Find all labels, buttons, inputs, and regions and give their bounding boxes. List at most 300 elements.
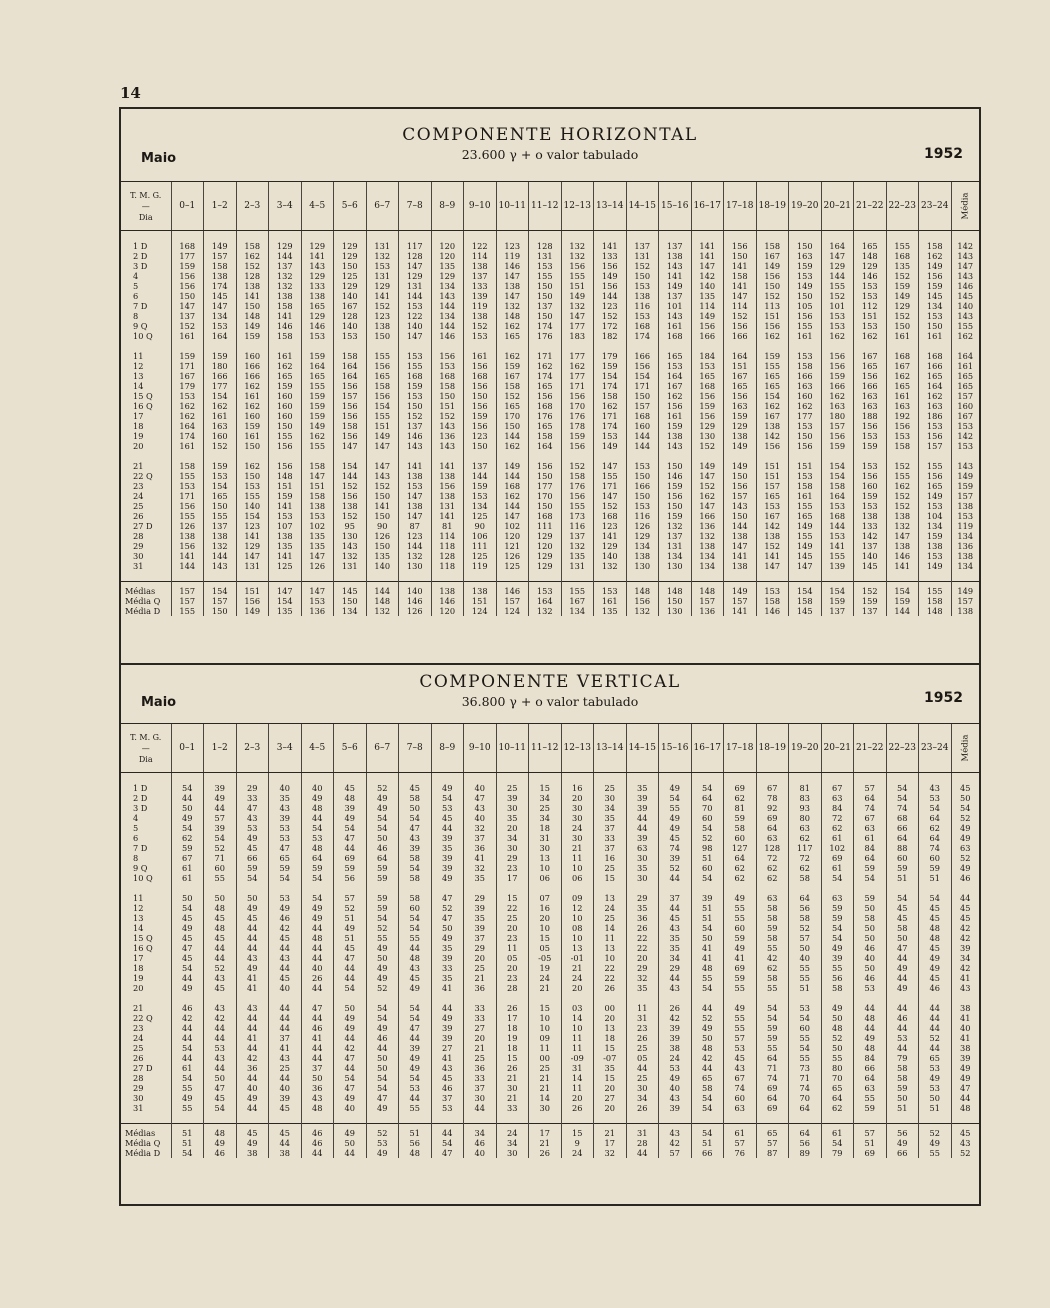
daily-mean-cell: 45 [951,783,979,793]
value-cell: 159 [464,481,497,491]
value-cell: 54 [821,873,854,883]
value-cell: 44 [399,943,432,953]
column-header-media [951,724,979,773]
value-cell: 144 [269,251,302,261]
value-cell: 45 [399,783,432,793]
value-cell: 148 [496,311,529,321]
value-cell: 54 [691,873,724,883]
value-cell: 59 [171,843,204,853]
value-cell: 54 [366,1073,399,1083]
section-header [121,109,979,182]
mean-value-cell: 153 [301,596,334,606]
value-cell: 45 [334,943,367,953]
value-cell: 20 [561,983,594,993]
value-cell: 129 [334,241,367,251]
value-cell: 07 [529,893,562,903]
value-cell: 54 [366,1003,399,1013]
value-cell: 168 [886,251,919,261]
value-cell: 56 [334,873,367,883]
value-cell: 26 [561,1103,594,1113]
value-cell: 29 [496,853,529,863]
value-cell: 132 [561,301,594,311]
value-cell: 157 [756,481,789,491]
value-cell: 122 [464,241,497,251]
value-cell: 168 [886,351,919,361]
table-row [121,1013,979,1023]
value-cell: 170 [496,411,529,421]
value-cell: 50 [821,1043,854,1053]
value-cell: 129 [301,311,334,321]
daily-mean-cell: 40 [951,1023,979,1033]
value-cell: 150 [366,331,399,341]
value-cell: 152 [626,261,659,271]
value-cell: 95 [334,521,367,531]
value-cell: 168 [626,321,659,331]
value-cell: 168 [626,411,659,421]
value-cell: 156 [854,471,887,481]
value-cell: 129 [886,301,919,311]
value-cell: 09 [529,1033,562,1043]
value-cell: 62 [756,863,789,873]
value-cell: 159 [236,421,269,431]
value-cell: 157 [626,401,659,411]
value-cell: 81 [724,803,757,813]
mean-value-cell: 21 [594,1124,627,1139]
value-cell: 156 [171,541,204,551]
value-cell: 20 [561,793,594,803]
mean-value-cell: 45 [236,1124,269,1139]
value-cell: 158 [789,361,822,371]
mean-value-cell: 132 [366,606,399,616]
value-cell: 18 [496,1023,529,1033]
value-cell: 37 [464,1083,497,1093]
value-cell: 144 [204,551,237,561]
overall-mean-cell: 138 [951,606,979,616]
value-cell: 44 [854,1003,887,1013]
value-cell: 49 [301,913,334,923]
table-row [121,281,979,291]
value-cell: 37 [464,833,497,843]
value-cell: 44 [464,1103,497,1113]
value-cell: 162 [919,251,952,261]
value-cell: 20 [594,1013,627,1023]
table-row [121,933,979,943]
mean-value-cell: 32 [594,1148,627,1158]
column-header: 1–2 [204,182,237,231]
value-cell: 149 [789,541,822,551]
value-cell: 53 [431,803,464,813]
value-cell: 59 [854,893,887,903]
value-cell: 155 [821,281,854,291]
value-cell: 51 [691,913,724,923]
value-cell: 39 [399,843,432,853]
value-cell: 54 [919,803,952,813]
value-cell: 147 [334,441,367,451]
value-cell: 158 [204,261,237,271]
value-cell: 162 [529,361,562,371]
day-label: 1 D [133,783,148,793]
value-cell: 150 [756,281,789,291]
daily-mean-cell: 134 [951,561,979,571]
value-cell: 57 [789,933,822,943]
value-cell: 30 [561,833,594,843]
value-cell: 131 [431,501,464,511]
value-cell: 11 [561,1083,594,1093]
value-cell: 129 [334,251,367,261]
value-cell: 44 [269,1003,302,1013]
value-cell: 140 [334,291,367,301]
value-cell: 144 [171,561,204,571]
column-header: 5–6 [334,724,367,773]
value-cell: 49 [691,1023,724,1033]
value-cell: 49 [659,823,692,833]
value-cell: 39 [464,903,497,913]
value-cell: 54 [334,1073,367,1083]
value-cell: 158 [886,441,919,451]
value-cell: 44 [659,973,692,983]
value-cell: 150 [171,291,204,301]
value-cell: 49 [366,793,399,803]
value-cell: 152 [886,501,919,511]
value-cell: 60 [789,1023,822,1033]
mean-row [121,1124,979,1139]
value-cell: 154 [821,471,854,481]
day-label: 24 [133,1033,144,1043]
value-cell: 50 [204,893,237,903]
day-label: 24 [133,491,144,501]
value-cell: 74 [724,1083,757,1093]
value-cell: 162 [496,351,529,361]
value-cell: 54 [171,783,204,793]
daily-mean-cell: 63 [951,843,979,853]
value-cell: 29 [659,963,692,973]
value-cell: 150 [496,421,529,431]
value-cell: 167 [496,371,529,381]
table-row [121,461,979,471]
value-cell: 147 [171,301,204,311]
value-cell: 159 [724,411,757,421]
value-cell: 49 [366,963,399,973]
mean-value-cell: 146 [756,606,789,616]
value-cell: 106 [464,531,497,541]
value-cell: 25 [626,1073,659,1083]
value-cell: 10 [529,1023,562,1033]
value-cell: 148 [236,311,269,321]
value-cell: 44 [919,1023,952,1033]
table-row [121,361,979,371]
value-cell: 126 [496,551,529,561]
value-cell: 54 [691,783,724,793]
value-cell: 44 [919,1013,952,1023]
value-cell: 164 [171,421,204,431]
value-cell: 153 [529,261,562,271]
value-cell: 58 [789,873,822,883]
value-cell: 150 [529,281,562,291]
value-cell: 177 [561,321,594,331]
value-cell: 150 [626,271,659,281]
value-cell: 145 [789,551,822,561]
value-cell: 25 [529,803,562,813]
value-cell: 138 [204,271,237,281]
value-cell: 45 [919,903,952,913]
value-cell: 151 [269,481,302,491]
value-cell: 158 [561,471,594,481]
month-label: Maio [141,151,177,166]
mean-value-cell: 61 [821,1124,854,1139]
value-cell: 156 [756,271,789,281]
mean-value-cell: 155 [171,606,204,616]
value-cell: 158 [171,461,204,471]
value-cell: 156 [821,431,854,441]
value-cell: 41 [236,1033,269,1043]
value-cell: 50 [366,953,399,963]
mean-value-cell: 79 [821,1148,854,1158]
value-cell: 162 [301,431,334,441]
value-cell: 49 [236,833,269,843]
value-cell: 44 [236,1013,269,1023]
value-cell: 152 [691,441,724,451]
value-cell: 67 [821,783,854,793]
value-cell: 146 [886,551,919,561]
value-cell: 102 [496,521,529,531]
day-label: 21 [133,461,144,471]
value-cell: 137 [171,311,204,321]
value-cell: 153 [594,431,627,441]
value-cell: 49 [724,943,757,953]
value-cell: 65 [919,1053,952,1063]
daily-mean-cell: 52 [951,813,979,823]
value-cell: 49 [334,813,367,823]
value-cell: 122 [399,311,432,321]
value-cell: 43 [269,1053,302,1063]
value-cell: 51 [886,1103,919,1113]
value-cell: 156 [464,361,497,371]
mean-value-cell: 159 [886,596,919,606]
value-cell: 128 [334,311,367,321]
value-cell: 45 [659,913,692,923]
value-cell: 134 [431,311,464,321]
value-cell: 62 [821,1103,854,1113]
value-cell: 61 [171,873,204,883]
mean-value-cell: 149 [236,606,269,616]
value-cell: 44 [236,1023,269,1033]
value-cell: 49 [854,1033,887,1043]
value-cell: 147 [886,531,919,541]
value-cell: 147 [399,261,432,271]
value-cell: 50 [691,933,724,943]
value-cell: 152 [334,481,367,491]
mean-value-cell: 44 [269,1138,302,1148]
value-cell: 55 [756,983,789,993]
value-cell: 121 [496,541,529,551]
value-cell: 162 [886,481,919,491]
value-cell: 29 [626,893,659,903]
value-cell: 141 [236,291,269,301]
value-cell: 138 [626,551,659,561]
value-cell: 138 [626,291,659,301]
value-cell: 167 [854,351,887,361]
value-cell: 132 [594,561,627,571]
value-cell: 71 [204,853,237,863]
daily-mean-cell: 52 [951,853,979,863]
value-cell: 48 [301,803,334,813]
value-cell: 155 [366,411,399,421]
section-subtitle: 23.600 γ + o valor tabulado [461,147,639,162]
value-cell: 44 [204,803,237,813]
value-cell: 156 [464,381,497,391]
value-cell: 15 [529,1003,562,1013]
value-cell: 160 [269,401,302,411]
value-cell: 137 [269,261,302,271]
value-cell: 44 [204,1033,237,1043]
mean-value-cell: 159 [821,596,854,606]
value-cell: 156 [334,411,367,421]
value-cell: 43 [301,1093,334,1103]
value-cell: 167 [756,511,789,521]
value-cell: 174 [529,321,562,331]
table-row [121,863,979,873]
value-cell: 161 [886,391,919,401]
mean-value-cell: 147 [301,582,334,597]
value-cell: 152 [886,311,919,321]
value-cell: 44 [691,1063,724,1073]
value-cell: 161 [236,391,269,401]
value-cell: 43 [399,833,432,843]
value-cell: 74 [854,803,887,813]
value-cell: 158 [821,481,854,491]
mean-value-cell: 45 [269,1124,302,1139]
table-row [121,783,979,793]
value-cell: 58 [756,913,789,923]
value-cell: 30 [626,873,659,883]
value-cell: 165 [789,511,822,521]
value-cell: 153 [399,481,432,491]
value-cell: 160 [269,411,302,421]
value-cell: 167 [659,381,692,391]
table-row [121,471,979,481]
value-cell: 117 [399,241,432,251]
value-cell: 144 [431,301,464,311]
value-cell: 176 [529,411,562,421]
value-cell: 42 [236,1053,269,1063]
column-header-media [951,182,979,231]
value-cell: 176 [561,411,594,421]
mean-value-cell: 49 [886,1138,919,1148]
daily-mean-cell: 138 [951,551,979,561]
value-cell: 58 [886,1063,919,1073]
value-cell: 41 [691,953,724,963]
value-cell: 64 [789,893,822,903]
value-cell: 26 [301,973,334,983]
value-cell: 153 [789,271,822,281]
value-cell: 119 [496,251,529,261]
value-cell: 60 [724,923,757,933]
value-cell: 104 [919,511,952,521]
mean-value-cell: 46 [204,1148,237,1158]
value-cell: 63 [854,823,887,833]
value-cell: 05 [529,943,562,953]
daily-mean-cell: 157 [951,391,979,401]
value-cell: 24 [561,973,594,983]
value-cell: 129 [301,271,334,281]
value-cell: 162 [236,381,269,391]
value-cell: 54 [691,1103,724,1113]
value-cell: 134 [464,501,497,511]
value-cell: 166 [236,371,269,381]
table-row [121,261,979,271]
value-cell: 39 [431,1033,464,1043]
value-cell: 45 [236,913,269,923]
value-cell: 154 [821,461,854,471]
mean-value-cell: 51 [171,1138,204,1148]
value-cell: 54 [204,1103,237,1113]
value-cell: 147 [594,461,627,471]
table-row [121,833,979,843]
value-cell: 155 [919,461,952,471]
value-cell: 50 [366,833,399,843]
value-cell: 44 [626,1063,659,1073]
value-cell: 162 [496,321,529,331]
value-cell: 156 [171,501,204,511]
value-cell: 127 [724,843,757,853]
value-cell: 74 [659,843,692,853]
column-header: 2–3 [236,724,269,773]
value-cell: 159 [269,381,302,391]
value-cell: 157 [821,421,854,431]
value-cell: 162 [854,331,887,341]
column-header: 21–22 [854,182,887,231]
mean-value-cell: 141 [724,606,757,616]
value-cell: 170 [529,491,562,501]
value-cell: 143 [399,441,432,451]
value-cell: 143 [431,291,464,301]
value-cell: 147 [691,501,724,511]
value-cell: 39 [204,783,237,793]
value-cell: 62 [724,863,757,873]
value-cell: 10 [561,933,594,943]
value-cell: 59 [756,1033,789,1043]
value-cell: 147 [496,271,529,281]
value-cell: 162 [919,391,952,401]
value-cell: 42 [756,953,789,963]
value-cell: 49 [431,783,464,793]
value-cell: 138 [236,281,269,291]
mean-value-cell: 54 [821,1138,854,1148]
value-cell: 50 [886,1093,919,1103]
table-row [121,873,979,883]
value-cell: 47 [204,1083,237,1093]
daily-mean-cell: 44 [951,1093,979,1103]
value-cell: 153 [171,391,204,401]
day-label: 29 [133,1083,144,1093]
value-cell: 131 [659,541,692,551]
value-cell: 161 [919,331,952,341]
value-cell: 47 [334,953,367,963]
value-cell: 58 [399,893,432,903]
value-cell: 59 [821,913,854,923]
value-cell: 50 [366,1053,399,1063]
daily-mean-cell: 143 [951,461,979,471]
value-cell: 162 [496,441,529,451]
value-cell: 39 [431,953,464,963]
value-cell: 165 [204,491,237,501]
mean-value-cell: 140 [399,582,432,597]
value-cell: 61 [821,833,854,843]
daily-mean-cell: 47 [951,1083,979,1093]
value-cell: 140 [594,551,627,561]
column-header: 6–7 [366,182,399,231]
value-cell: 155 [789,501,822,511]
